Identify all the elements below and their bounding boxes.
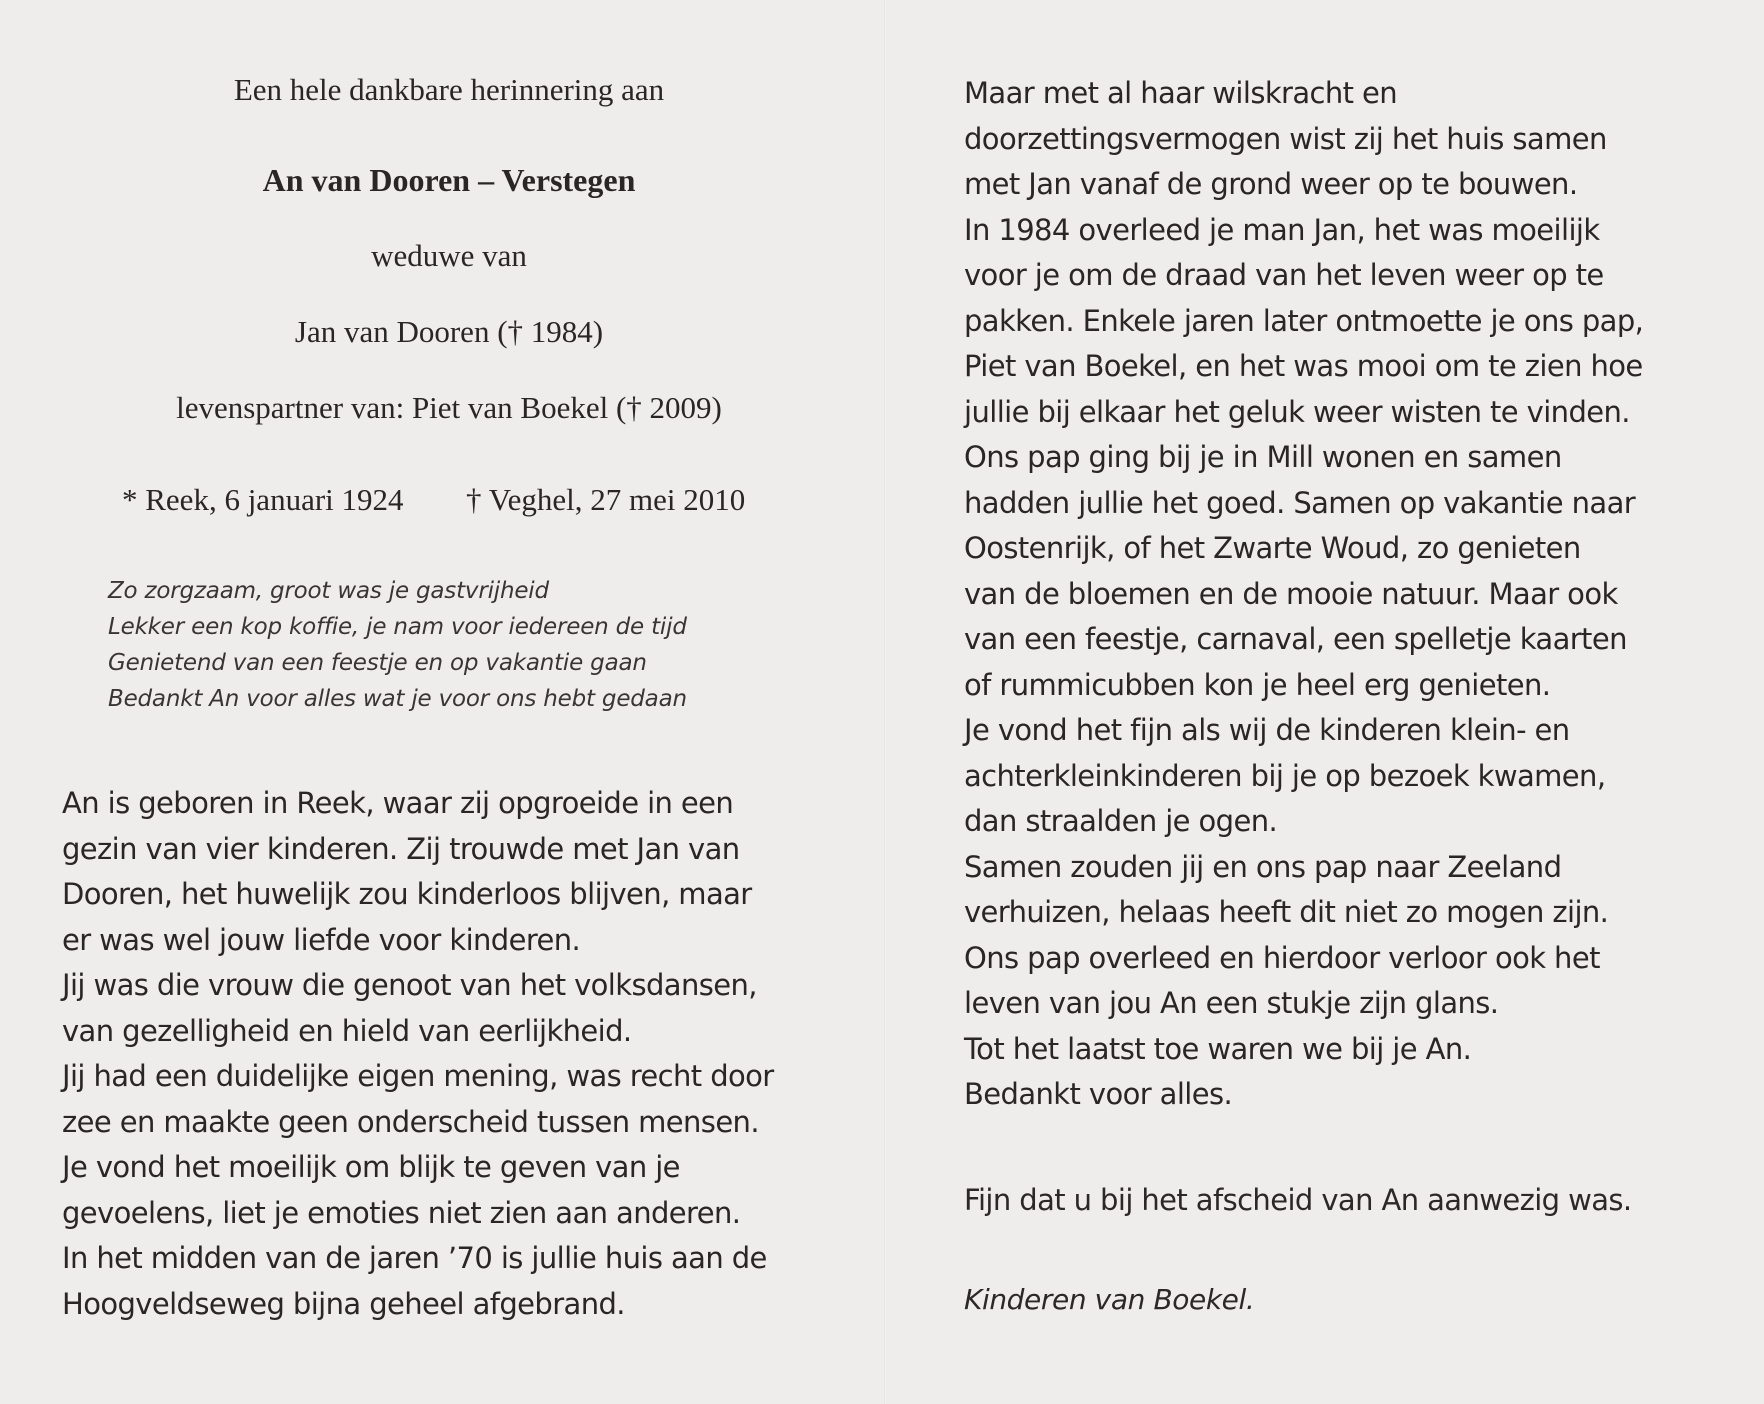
birth-date: * Reek, 6 januari 1924 bbox=[122, 482, 404, 517]
text-line: achterkleinkinderen bij je op bezoek kwamen, bbox=[964, 758, 1606, 793]
text-line: van gezelligheid en hield van eerlijkheid. bbox=[62, 1013, 632, 1048]
text-line: pakken. Enkele jaren later ontmoette je ons pap, bbox=[964, 303, 1644, 338]
widow-of-label: weduwe van bbox=[371, 238, 527, 273]
text-line: Ons pap ging bij je in Mill wonen en samen bbox=[964, 440, 1562, 474]
text-line: Je vond het moeilijk om blijk te geven van je bbox=[62, 1150, 680, 1184]
poem-line: Zo zorgzaam, groot was je gastvrijheid bbox=[108, 578, 549, 604]
text-line: van een feestje, carnaval, een spelletje kaarten bbox=[964, 622, 1627, 656]
text-line: Bedankt voor alles. bbox=[964, 1077, 1233, 1111]
text-line: van de bloemen en de mooie natuur. Maar ook bbox=[964, 576, 1618, 611]
thanks-line: Fijn dat u bij het afscheid van An aanwezig was. bbox=[964, 1183, 1632, 1217]
biography-right bbox=[964, 71, 1643, 1118]
intro-line: Een hele dankbare herinnering aan bbox=[233, 72, 665, 107]
husband-name: Jan van Dooren († 1984) bbox=[294, 314, 604, 349]
biography-left bbox=[62, 781, 774, 1327]
text-line: In het midden van de jaren ’70 is jullie huis aan de bbox=[62, 1241, 767, 1275]
text-line: jullie bij elkaar het geluk weer wisten te vinden. bbox=[964, 394, 1630, 429]
text-line: Piet van Boekel, en het was mooi om te zien hoe bbox=[964, 349, 1643, 383]
text-line: In 1984 overleed je man Jan, het was moeilijk bbox=[964, 212, 1600, 247]
signature: Kinderen van Boekel. bbox=[964, 1283, 1255, 1316]
text-line: hadden jullie het goed. Samen op vakantie naar bbox=[964, 485, 1636, 520]
text-line: Hoogveldseweg bijna geheel afgebrand. bbox=[62, 1286, 625, 1321]
poem-line: Bedankt An voor alles wat je voor ons hebt gedaan bbox=[108, 686, 687, 712]
text-line: Tot het laatst toe waren we bij je An. bbox=[964, 1031, 1472, 1066]
death-date: † Veghel, 27 mei 2010 bbox=[466, 482, 746, 517]
text-line: Oostenrijk, of het Zwarte Woud, zo genieten bbox=[964, 531, 1581, 565]
text-line: dan straalden je ogen. bbox=[964, 804, 1278, 838]
text-line: leven van jou An een stukje zijn glans. bbox=[964, 986, 1499, 1020]
text-line: of rummicubben kon je heel erg genieten. bbox=[964, 667, 1551, 702]
text-line: voor je om de draad van het leven weer op te bbox=[964, 258, 1604, 292]
text-line: gezin van vier kinderen. Zij trouwde met Jan van bbox=[62, 831, 740, 866]
text-line: Ons pap overleed en hierdoor verloor ook het bbox=[964, 940, 1600, 975]
text-line: Jij was die vrouw die genoot van het volksdansen, bbox=[62, 968, 757, 1002]
text-line: gevoelens, liet je emoties niet zien aan anderen. bbox=[62, 1195, 741, 1230]
text-line: Je vond het fijn als wij de kinderen klein- en bbox=[964, 713, 1570, 747]
text-line: verhuizen, helaas heeft dit niet zo mogen zijn. bbox=[964, 895, 1609, 929]
text-line: Dooren, het huwelijk zou kinderloos blijven, maar bbox=[62, 877, 752, 911]
poem-line: Lekker een kop koffie, je nam voor iedereen de tijd bbox=[108, 614, 687, 640]
text-line: er was wel jouw liefde voor kinderen. bbox=[62, 922, 581, 957]
text-line: doorzettingsvermogen wist zij het huis samen bbox=[964, 121, 1607, 156]
text-line: Maar met al haar wilskracht en bbox=[964, 76, 1398, 110]
text-line: An is geboren in Reek, waar zij opgroeide in een bbox=[62, 786, 734, 820]
text-line: Jij had een duidelijke eigen mening, was recht door bbox=[62, 1059, 774, 1093]
partner-line: levenspartner van: Piet van Boekel († 2009) bbox=[176, 390, 722, 425]
text-line: Samen zouden jij en ons pap naar Zeeland bbox=[964, 849, 1562, 884]
text-line: met Jan vanaf de grond weer op te bouwen. bbox=[964, 167, 1578, 201]
poem bbox=[108, 573, 687, 717]
poem-line: Genietend van een feestje en op vakantie gaan bbox=[108, 650, 647, 676]
text-line: zee en maakte geen onderscheid tussen mensen. bbox=[62, 1104, 759, 1139]
deceased-name: An van Dooren – Verstegen bbox=[262, 162, 636, 198]
